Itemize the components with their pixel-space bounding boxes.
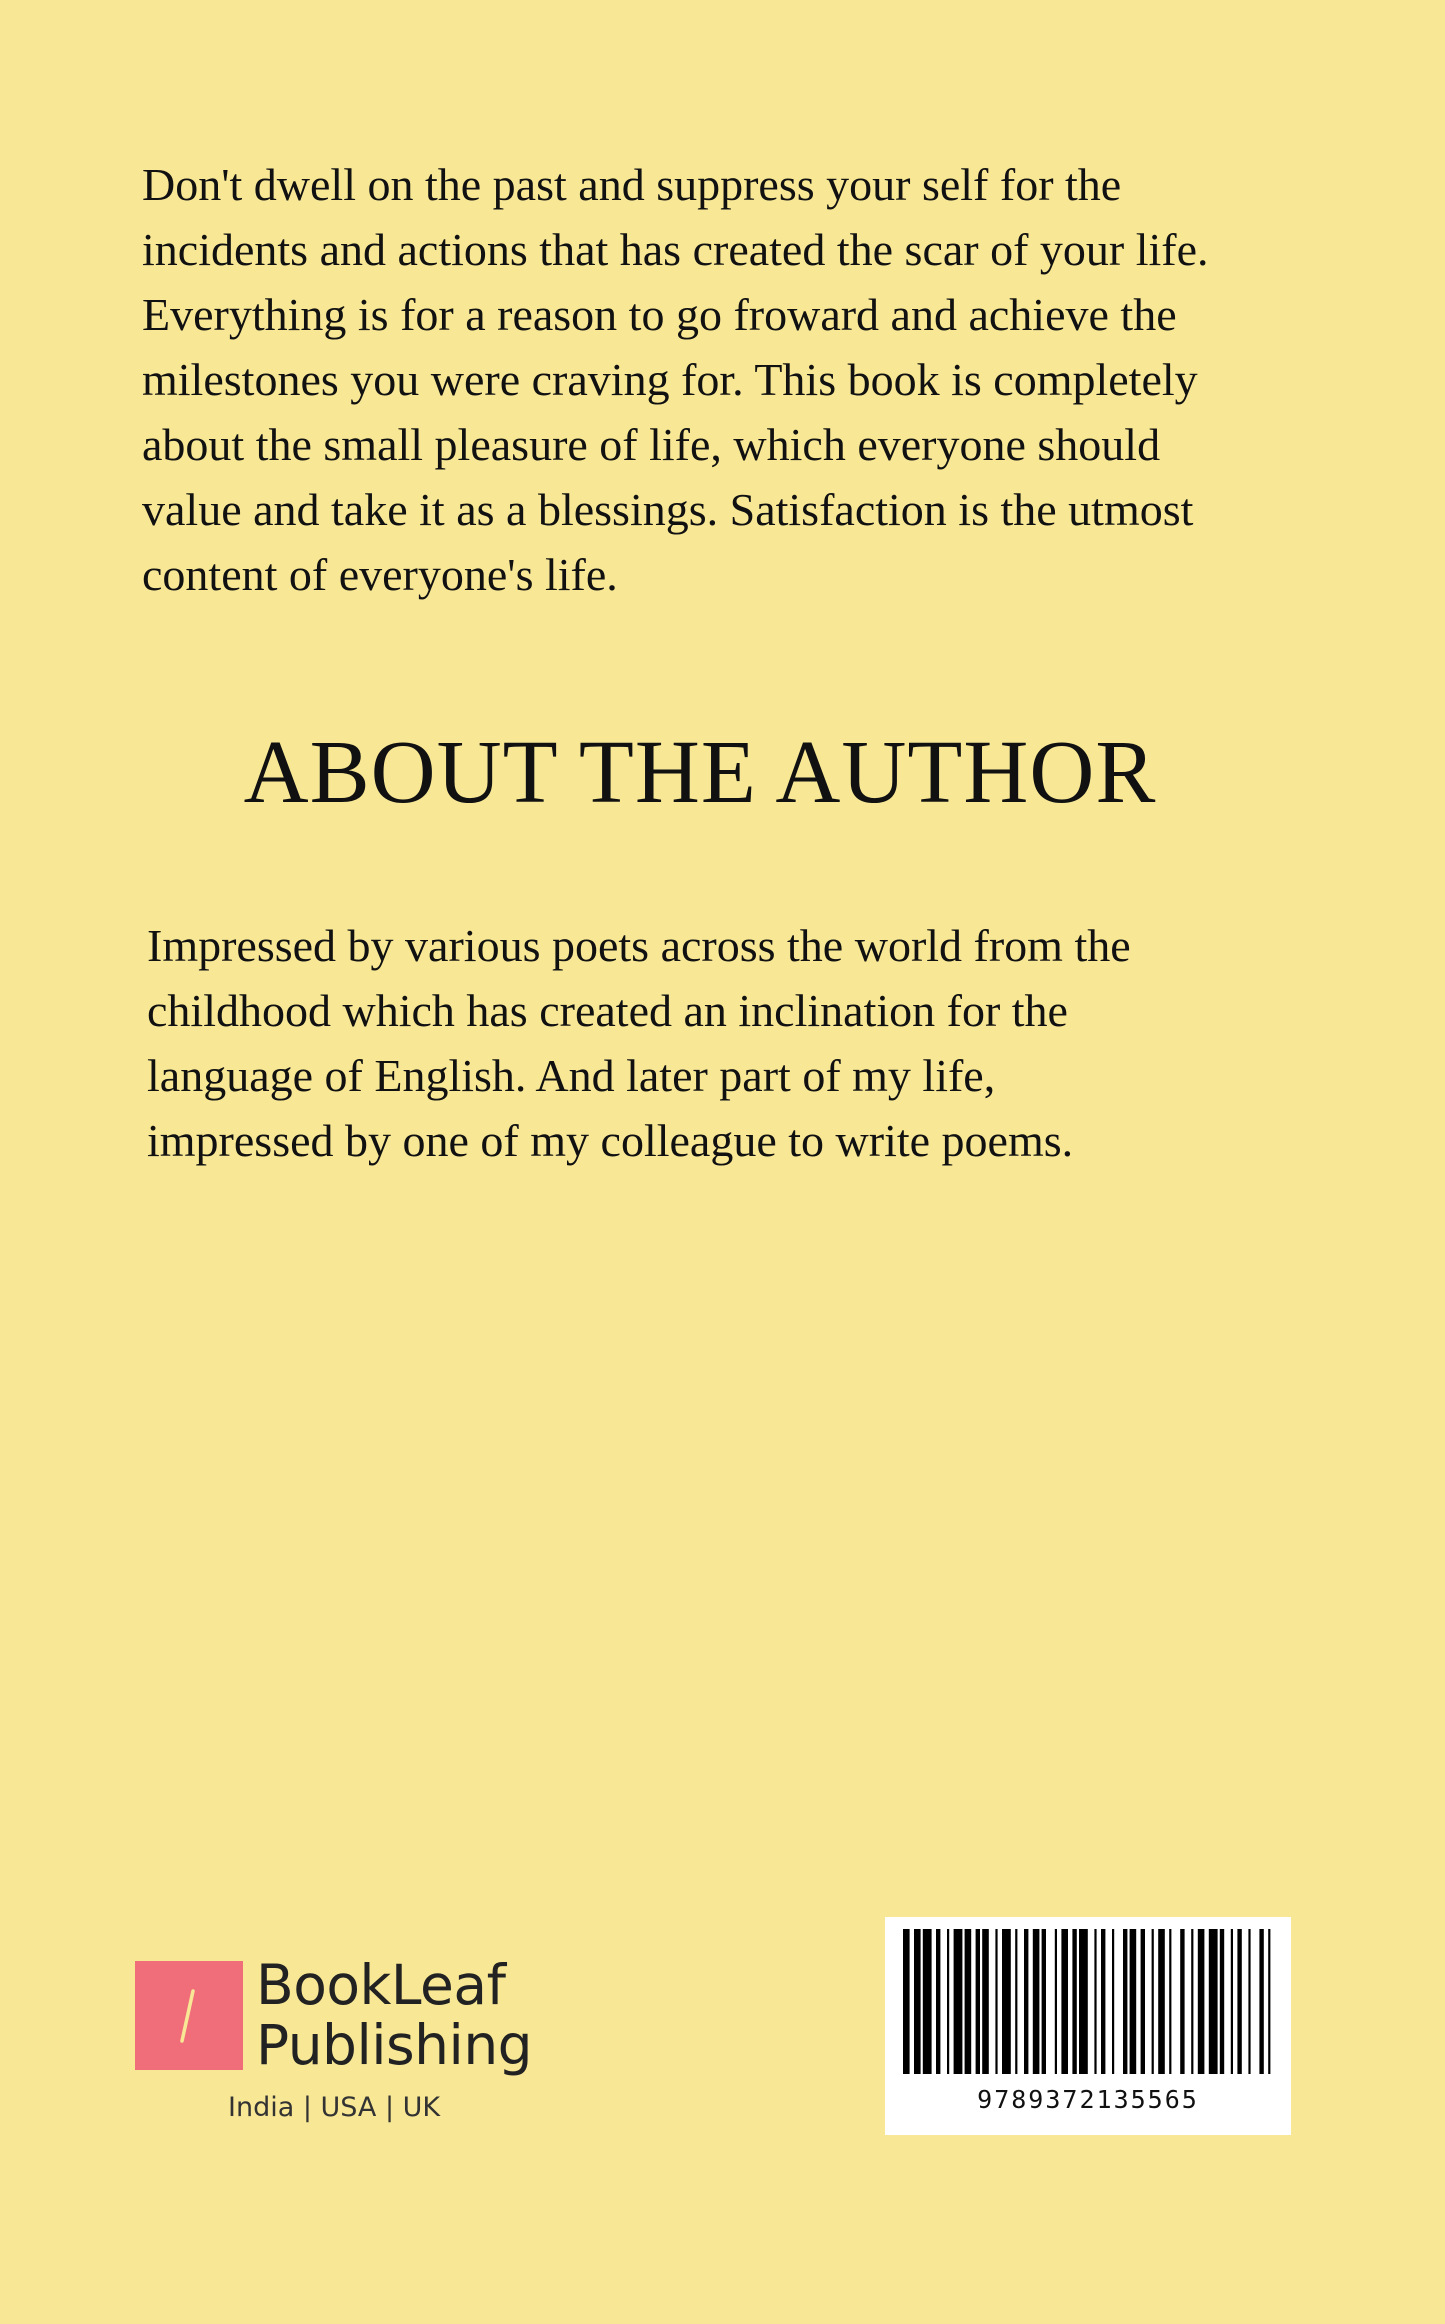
barcode-bar <box>1094 1929 1096 2074</box>
barcode-bar <box>1141 1929 1145 2074</box>
barcode-bar <box>903 1929 910 2074</box>
barcode-bar <box>1055 1929 1057 2074</box>
blurb-line: content of everyone's life. <box>142 549 618 600</box>
barcode-bar <box>1123 1929 1127 2074</box>
barcode-bar <box>947 1929 949 2074</box>
blurb-line: value and take it as a blessings. Satisfaction is the utmost <box>142 484 1194 535</box>
barcode-bar <box>1180 1929 1184 2074</box>
publisher-name <box>256 1955 532 2075</box>
author-bio <box>147 913 1347 1173</box>
barcode-bar <box>1130 1929 1137 2074</box>
barcode-bar <box>1248 1929 1250 2074</box>
barcode-bar <box>982 1929 989 2074</box>
barcode-bar <box>1169 1929 1171 2074</box>
bio-line: impressed by one of my colleague to write poems. <box>147 1115 1074 1166</box>
barcode-bar <box>1072 1929 1076 2074</box>
barcode-bar <box>914 1929 921 2074</box>
barcode-bar <box>936 1929 940 2074</box>
barcode-bar <box>965 1929 972 2074</box>
barcode-bar <box>1101 1929 1105 2074</box>
about-author-heading: ABOUT THE AUTHOR <box>243 723 1157 822</box>
barcode-bar <box>923 1929 932 2074</box>
blurb-line: incidents and actions that has created the scar of your life. <box>142 224 1209 275</box>
bio-line: language of English. And later part of my life, <box>147 1050 996 1101</box>
barcode-bar <box>1191 1929 1193 2074</box>
barcode-bar <box>1158 1929 1165 2074</box>
publisher-name-line2: Publishing <box>256 2013 533 2077</box>
barcode-bars <box>895 1929 1281 2079</box>
publisher-logo-icon <box>135 1961 243 2070</box>
barcode-bar <box>1015 1929 1017 2074</box>
barcode-bar <box>1268 1929 1270 2074</box>
publisher-name-line1: BookLeaf <box>256 1953 506 2017</box>
barcode-bar <box>1259 1929 1263 2074</box>
bio-line: Impressed by various poets across the world from the <box>147 920 1131 971</box>
barcode-bar <box>1112 1929 1114 2074</box>
barcode-bar <box>995 1929 997 2074</box>
publisher-regions: India | USA | UK <box>228 2092 441 2123</box>
barcode-bar <box>1042 1929 1046 2074</box>
barcode-bar <box>1061 1929 1068 2074</box>
isbn-number: 9789372135565 <box>977 2085 1199 2114</box>
barcode-bar <box>1002 1929 1011 2074</box>
bio-line: childhood which has created an inclination for the <box>147 985 1068 1036</box>
barcode-bar <box>1152 1929 1154 2074</box>
blurb-line: about the small pleasure of life, which everyone should <box>142 419 1161 470</box>
blurb-line: milestones you were craving for. This book is completely <box>142 354 1198 405</box>
blurb-line: Don't dwell on the past and suppress your self for the <box>142 159 1122 210</box>
barcode-bar <box>1033 1929 1040 2074</box>
barcode-bar <box>1198 1929 1205 2074</box>
barcode-bar <box>954 1929 963 2074</box>
barcode-bar <box>1237 1929 1241 2074</box>
barcode-bar <box>1231 1929 1233 2074</box>
blurb-line: Everything is for a reason to go froward and achieve the <box>142 289 1177 340</box>
barcode-bar <box>976 1929 980 2074</box>
barcode-bar <box>1209 1929 1218 2074</box>
back-cover-blurb <box>142 152 1342 607</box>
barcode-bar <box>1079 1929 1088 2074</box>
barcode-bar <box>1220 1929 1224 2074</box>
barcode-bar <box>1024 1929 1028 2074</box>
isbn-barcode <box>885 1917 1291 2135</box>
